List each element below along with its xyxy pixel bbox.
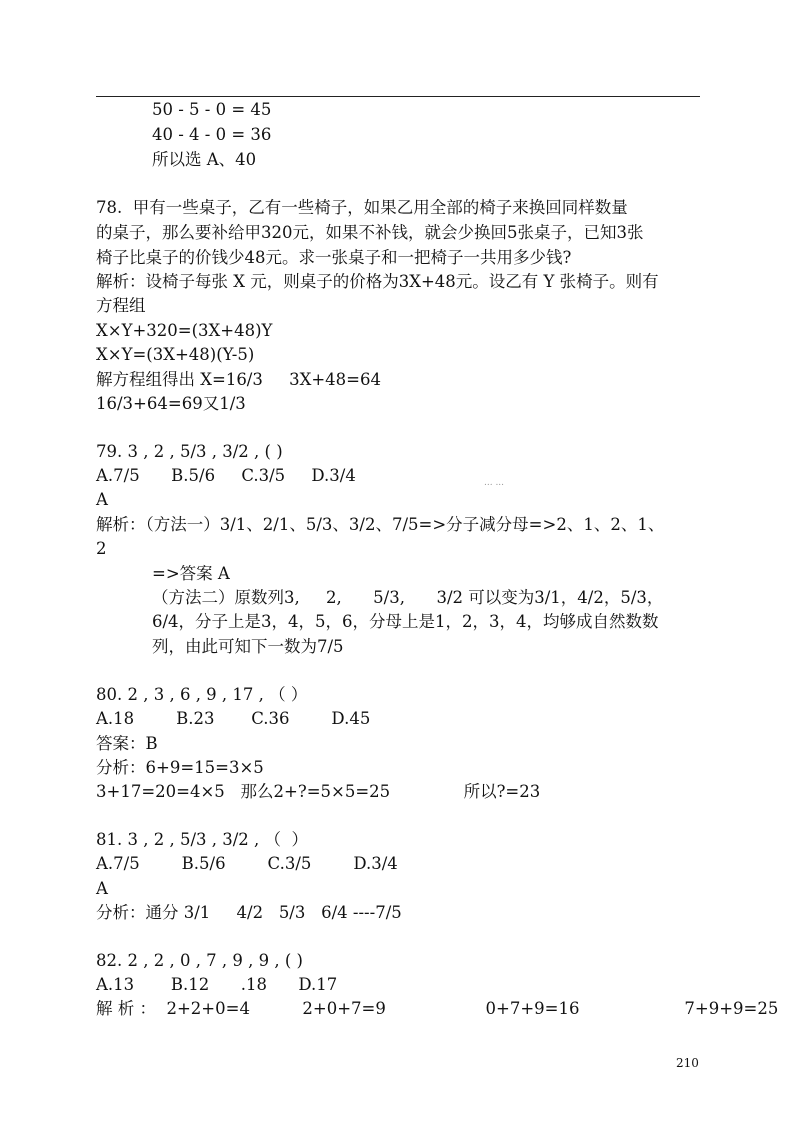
text-line: （方法二）原数列3, 2, 5/3, 3/2 可以变为3/1，4/2，5/3， bbox=[152, 588, 664, 607]
text-line: 椅子比桌子的价钱少48元。求一张桌子和一把椅子一共用多少钱? bbox=[96, 248, 572, 267]
text-line: 解方程组得出 X=16/3 3X+48=64 bbox=[96, 370, 381, 389]
answer-line: A bbox=[96, 879, 108, 898]
header-rule bbox=[96, 96, 700, 97]
answer-line: A bbox=[96, 490, 108, 509]
text-line: 解析：（方法一）3/1、2/1、5/3、3/2、7/5=>分子减分母=>2、1、2、1、 bbox=[96, 515, 665, 534]
options-line: A.13 B.12 .18 D.17 bbox=[96, 975, 338, 994]
page-number: 210 bbox=[676, 1056, 699, 1070]
faint-mark: ... ... bbox=[484, 478, 505, 488]
text-line: 列，由此可知下一数为7/5 bbox=[152, 637, 344, 656]
text-line: 50 - 5 - 0 = 45 bbox=[152, 100, 272, 119]
text-line: =>答案 A bbox=[152, 564, 230, 583]
text-line: 方程组 bbox=[96, 296, 146, 315]
question-79-stem: 79. 3 , 2 , 5/3 , 3/2 , ( ) bbox=[96, 442, 283, 461]
question-82-stem: 82. 2 , 2 , 0 , 7 , 9 , 9 , ( ) bbox=[96, 951, 303, 970]
options-line: A.18 B.23 C.36 D.45 bbox=[96, 709, 371, 728]
text-line: 40 - 4 - 0 = 36 bbox=[152, 125, 272, 144]
equation-line: X×Y+320=(3X+48)Y bbox=[96, 321, 273, 340]
question-80-stem: 80. 2 , 3 , 6 , 9 , 17 , （ ） bbox=[96, 685, 308, 704]
answer-line: 答案：B bbox=[96, 734, 158, 753]
text-line: 2 bbox=[96, 539, 107, 558]
question-78-stem: 78. 甲有一些桌子，乙有一些椅子，如果乙用全部的椅子来换回同样数量 bbox=[96, 198, 628, 217]
text-line: 分析：通分 3/1 4/2 5/3 6/4 ----7/5 bbox=[96, 903, 402, 922]
text-line: 16/3+64=69又1/3 bbox=[96, 394, 246, 413]
equation-line: X×Y=(3X+48)(Y-5) bbox=[96, 345, 255, 364]
options-line: A.7/5 B.5/6 C.3/5 D.3/4 bbox=[96, 854, 398, 873]
question-81-stem: 81. 3 , 2 , 5/3 , 3/2 , （ ） bbox=[96, 830, 309, 849]
text-line: 3+17=20=4×5 那么2+?=5×5=25 所以?=23 bbox=[96, 782, 541, 801]
options-line: A.7/5 B.5/6 C.3/5 D.3/4 bbox=[96, 466, 356, 485]
text-line: 解 析 ： 2+2+0=4 2+0+7=9 0+7+9=16 7+9+9=25 bbox=[96, 999, 779, 1018]
text-line: 分析：6+9=15=3×5 bbox=[96, 758, 264, 777]
text-line: 的桌子，那么要补给甲320元，如果不补钱，就会少换回5张桌子，已知3张 bbox=[96, 223, 644, 242]
text-line: 所以选 A、40 bbox=[152, 150, 257, 169]
text-line: 6/4，分子上是3，4，5，6，分母上是1，2，3，4，均够成自然数数 bbox=[152, 612, 659, 631]
text-line: 解析：设椅子每张 X 元，则桌子的价格为3X+48元。设乙有 Y 张椅子。则有 bbox=[96, 272, 659, 291]
